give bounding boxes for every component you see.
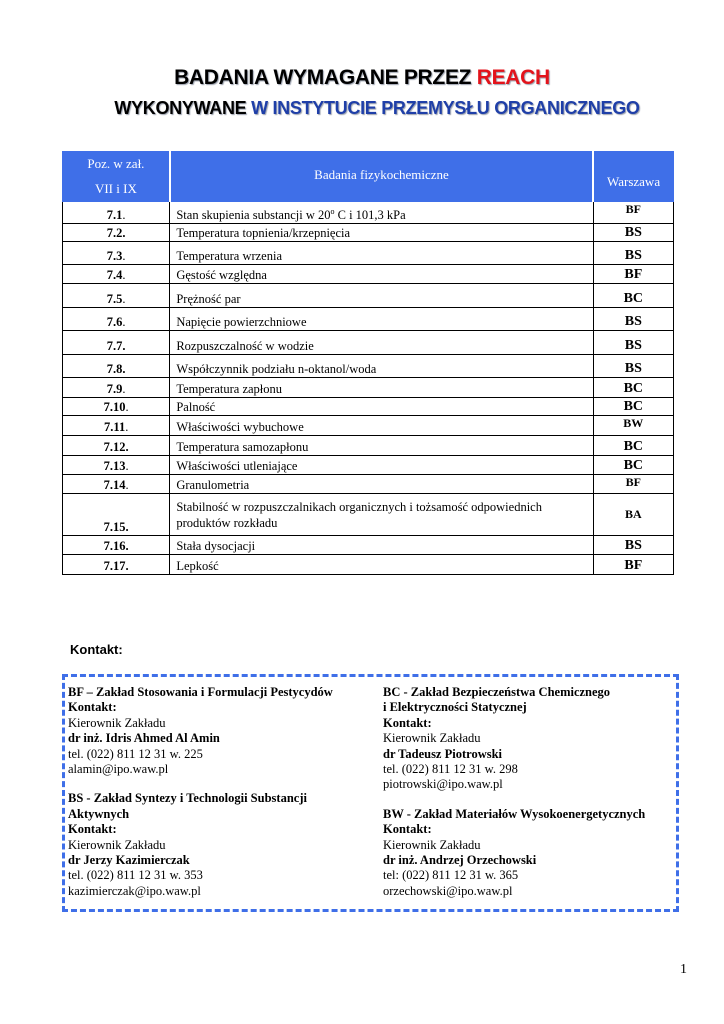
row-description: Współczynnik podziału n-oktanol/woda [170, 355, 593, 378]
row-number-value: 7.11 [104, 420, 126, 434]
bf-kontakt: Kontakt: [68, 700, 117, 715]
bc-title-line2: i Elektryczności Statycznej [383, 700, 527, 715]
row-lab-code: BF [593, 265, 673, 284]
bf-code: BF [68, 685, 84, 699]
row-description: Temperatura zapłonu [170, 378, 593, 398]
bc-kontakt: Kontakt: [383, 715, 432, 730]
row-description-superscript: o [330, 206, 335, 216]
row-description: Temperatura samozapłonu [170, 436, 593, 456]
bw-kontakt: Kontakt: [383, 822, 432, 837]
header-tests: Badania fizykochemiczne [170, 152, 593, 202]
row-number-value: 7.6 [106, 315, 123, 329]
table-row [63, 224, 674, 242]
row-number-value: 7.13 [103, 459, 126, 473]
row-description-part: C i 101,3 kPa [334, 208, 406, 222]
bf-tel: tel. (022) 811 12 31 w. 225 [68, 746, 203, 761]
row-number [63, 331, 170, 355]
row-description-part: Stan skupienia substancji w 20 [176, 208, 331, 222]
row-lab-code: BF [593, 475, 673, 494]
row-number [63, 284, 170, 308]
bs-email[interactable]: kazimierczak@ipo.waw.pl [68, 883, 201, 898]
row-number [63, 378, 170, 398]
table-row [63, 555, 674, 575]
row-number [63, 494, 170, 536]
row-number-value: 7.16. [103, 539, 129, 553]
row-description: Prężność par [170, 284, 593, 308]
row-number-value: 7.9 [106, 382, 123, 396]
table-row [63, 536, 674, 555]
table-row [63, 398, 674, 416]
row-lab-code: BS [593, 331, 673, 355]
bf-name: dr inż. Idris Ahmed Al Amin [68, 731, 220, 746]
row-description: Gęstość względna [170, 265, 593, 284]
bw-title: BW - Zakład Materiałów Wysokoenergetycznych [383, 806, 646, 821]
row-lab-code: BS [593, 308, 673, 331]
table-row [63, 436, 674, 456]
bs-name: dr Jerzy Kazimierczak [68, 853, 190, 868]
row-description: Temperatura topnienia/krzepnięcia [170, 224, 593, 242]
table-row [63, 475, 674, 494]
bs-role: Kierownik Zakładu [68, 837, 166, 852]
table-header-row [63, 152, 674, 202]
row-number [63, 224, 170, 242]
row-description: Rozpuszczalność w wodzie [170, 331, 593, 355]
header-warszawa: Warszawa [593, 152, 673, 202]
table-row [63, 494, 674, 536]
contact-column-left [68, 685, 378, 899]
row-number [63, 308, 170, 331]
row-number [63, 355, 170, 378]
bf-email[interactable]: alamin@ipo.waw.pl [68, 762, 169, 777]
table-row [63, 202, 674, 224]
row-lab-code: BA [593, 494, 673, 536]
table-row [63, 416, 674, 436]
row-number-value: 7.7. [106, 339, 126, 353]
bf-title [68, 685, 378, 700]
table-row [63, 308, 674, 331]
row-number [63, 436, 170, 456]
table-row [63, 284, 674, 308]
row-number-value: 7.2. [106, 226, 126, 240]
bs-title-line2: Aktywnych [68, 806, 130, 821]
row-lab-code: BC [593, 456, 673, 475]
row-number-dot: . [125, 400, 129, 414]
header-position [63, 152, 170, 202]
row-number [63, 202, 170, 224]
tests-table [62, 151, 674, 575]
table-row [63, 456, 674, 475]
row-number [63, 265, 170, 284]
row-number-value: 7.10 [103, 400, 126, 414]
row-number-value: 7.8. [106, 362, 126, 376]
row-description: Palność [170, 398, 593, 416]
row-lab-code: BS [593, 536, 673, 555]
row-description: Granulometria [170, 475, 593, 494]
title-prefix: BADANIA WYMAGANE PRZEZ [174, 66, 477, 89]
row-lab-code: BC [593, 436, 673, 456]
row-description: Temperatura wrzenia [170, 242, 593, 265]
row-description [170, 202, 593, 224]
row-lab-code: BC [593, 284, 673, 308]
row-number [63, 456, 170, 475]
bc-name: dr Tadeusz Piotrowski [383, 746, 503, 761]
table-row [63, 378, 674, 398]
row-number-value: 7.12. [103, 440, 129, 454]
row-description: Lepkość [170, 555, 593, 575]
row-number-dot: . [122, 268, 126, 282]
table-row [63, 355, 674, 378]
bf-role: Kierownik Zakładu [68, 715, 166, 730]
row-number [63, 398, 170, 416]
row-number-value: 7.4 [106, 268, 123, 282]
row-number-value: 7.5 [106, 292, 123, 306]
row-description: Właściwości utleniające [170, 456, 593, 475]
row-number-value: 7.14 [103, 478, 126, 492]
title-highlight: REACH [476, 66, 550, 89]
header-position-line2: VII i IX [94, 181, 137, 196]
contact-column-right [383, 685, 683, 899]
row-description: Stabilność w rozpuszczalnikach organicznych i tożsamość odpowiednich produktów rozkładu [170, 494, 593, 536]
header-position-line1: Poz. w zał. [87, 156, 145, 171]
row-lab-code: BS [593, 224, 673, 242]
table-row [63, 242, 674, 265]
subtitle-prefix: WYKONYWANE [114, 98, 252, 118]
row-number-dot: . [122, 315, 126, 329]
bw-tel: tel: (022) 811 12 31 w. 365 [383, 868, 519, 883]
row-number-value: 7.15. [103, 520, 129, 534]
contact-label: Kontakt: [70, 642, 123, 657]
bw-role: Kierownik Zakładu [383, 837, 481, 852]
bf-title-text: – Zakład Stosowania i Formulacji Pestycydów [83, 685, 333, 699]
row-number-dot: . [125, 478, 129, 492]
row-number-dot: . [125, 459, 129, 473]
bc-role: Kierownik Zakładu [383, 731, 481, 746]
bs-title-line1: BS - Zakład Syntezy i Technologii Substancji [68, 791, 307, 806]
row-lab-code: BC [593, 378, 673, 398]
document-title [0, 66, 724, 90]
page-number: 1 [680, 962, 687, 977]
row-number [63, 475, 170, 494]
row-number-value: 7.17. [103, 559, 129, 573]
table-body [63, 202, 674, 575]
row-lab-code: BF [593, 555, 673, 575]
bc-title-line1: BC - Zakład Bezpieczeństwa Chemicznego [383, 685, 611, 699]
row-number-value: 7.3 [106, 249, 123, 263]
row-lab-code: BC [593, 398, 673, 416]
row-lab-code: BF [593, 202, 673, 224]
row-number-dot: . [122, 208, 126, 222]
row-number-value: 7.1 [106, 208, 123, 222]
document-subtitle [0, 98, 724, 119]
row-number-dot: . [122, 249, 126, 263]
row-number [63, 536, 170, 555]
row-number-dot: . [122, 292, 126, 306]
subtitle-highlight: W INSTYTUCIE PRZEMYSŁU ORGANICZNEGO [251, 98, 640, 118]
bc-tel: tel. (022) 811 12 31 w. 298 [383, 762, 518, 777]
row-lab-code: BS [593, 355, 673, 378]
row-number [63, 555, 170, 575]
bs-tel: tel. (022) 811 12 31 w. 353 [68, 868, 203, 883]
row-description: Napięcie powierzchniowe [170, 308, 593, 331]
row-description: Stała dysocjacji [170, 536, 593, 555]
bc-email[interactable]: piotrowski@ipo.waw.pl [383, 777, 503, 792]
row-lab-code: BW [593, 416, 673, 436]
row-description: Właściwości wybuchowe [170, 416, 593, 436]
bs-kontakt: Kontakt: [68, 822, 117, 837]
bw-email[interactable]: orzechowski@ipo.waw.pl [383, 883, 513, 898]
row-number-dot: . [125, 420, 129, 434]
row-lab-code: BS [593, 242, 673, 265]
table-row [63, 331, 674, 355]
row-number [63, 242, 170, 265]
row-number [63, 416, 170, 436]
bw-name: dr inż. Andrzej Orzechowski [383, 853, 537, 868]
row-number-dot: . [122, 382, 126, 396]
table-row [63, 265, 674, 284]
